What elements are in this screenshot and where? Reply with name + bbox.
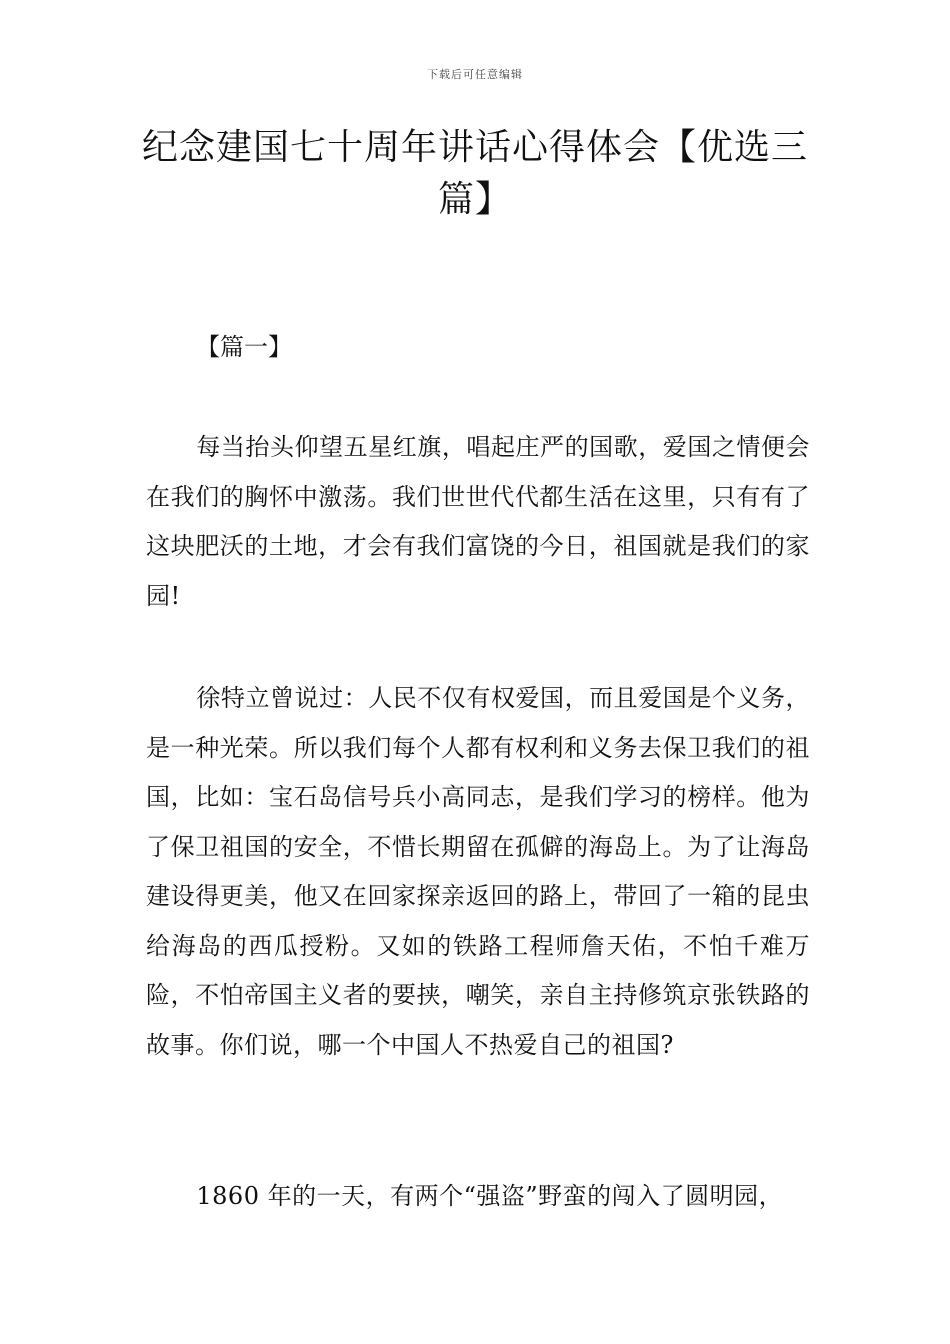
body-paragraph: 徐特立曾说过：人民不仅有权爱国，而且爱国是个义务，是一种光荣。所以我们每个人都有权利和义务去保卫我们的祖国，比如：宝石岛信号兵小高同志，是我们学习的榜样。他为了保卫祖国的安全，不惜长期留在孤僻的海岛上。为了让海岛建设得更美，他又在回家探亲返回的路上，带回了一箱的昆虫给海岛的西瓜授粉。又如的铁路工程师詹天佑，不怕千难万险，不怕帝国主义者的要挟，嘲笑，亲自主持修筑京张铁路的故事。你们说，哪一个中国人不热爱自己的祖国? — [146, 684, 810, 1059]
document-title: 纪念建国七十周年讲话心得体会【优选三篇】 — [141, 127, 808, 220]
header-note: 下载后可任意编辑 — [427, 68, 523, 81]
body-paragraph: 1860 年的一天，有两个“强盗”野蛮的闯入了圆明园， — [196, 1182, 784, 1210]
body-paragraph: 每当抬头仰望五星红旗，唱起庄严的国歌，爱国之情便会在我们的胸怀中激荡。我们世世代代都生活在这里，只有有了这块肥沃的土地，才会有我们富饶的今日，祖国就是我们的家园! — [146, 433, 810, 610]
section-heading: 【篇一】 — [196, 333, 292, 361]
